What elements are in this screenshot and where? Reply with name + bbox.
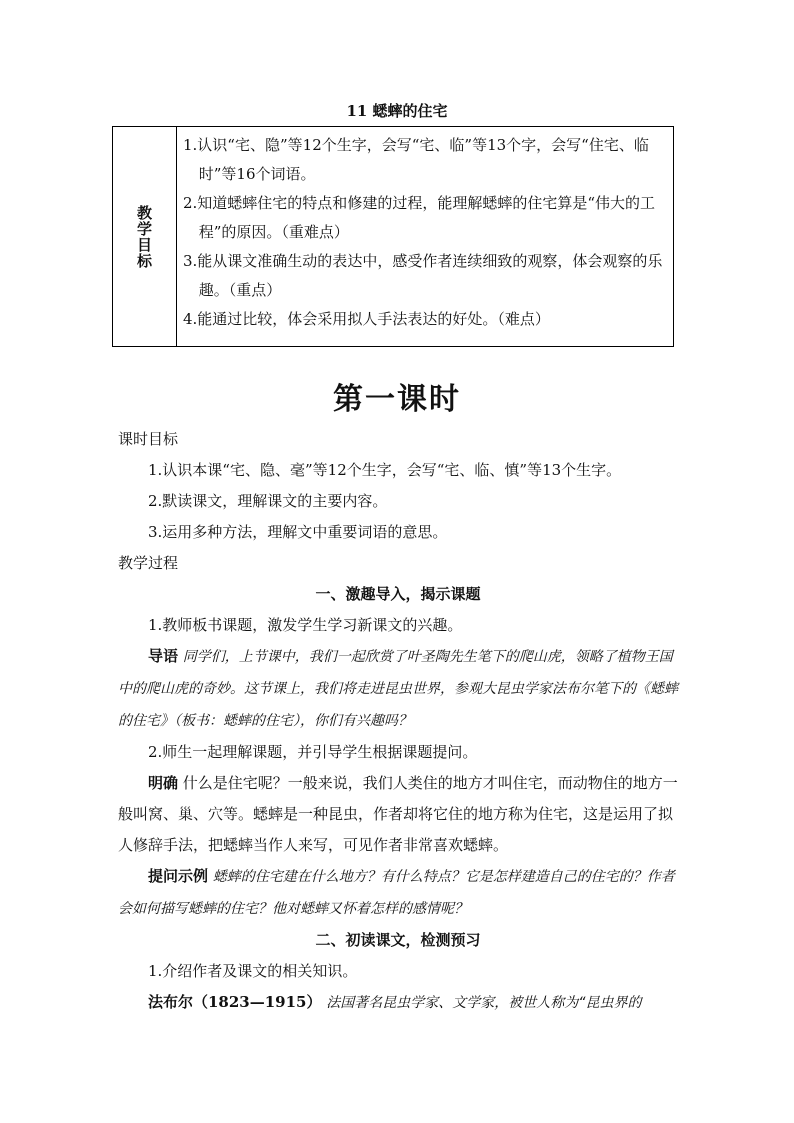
goals-header-cell bbox=[113, 127, 177, 346]
goals-content-cell bbox=[177, 127, 673, 346]
lesson-goal-label: 课时目标 bbox=[118, 430, 179, 448]
intro-paragraph bbox=[118, 641, 678, 737]
section-heading: 一、激趣导入，揭示课题 bbox=[315, 585, 481, 603]
step-text: 1.教师板书课题，激发学生学习新课文的兴趣。 bbox=[148, 616, 463, 634]
intro-label: 导语 bbox=[148, 647, 179, 665]
intro-text: 同学们，上节课中，我们一起欣赏了叶圣陶先生笔下的爬山虎，领略了植物王国中的爬山虎的奇妙。这节课上，我们将走进昆虫世界，参观大昆虫学家法布尔笔下的《蟋蟀的住宅》（板书：蟋蟀的住宅），你们有兴趣吗？ bbox=[118, 649, 678, 729]
goal-item: 3.能从课文准确生动的表达中，感受作者连续细致的观察，体会观察的乐趣。（重点） bbox=[183, 252, 663, 299]
clarify-paragraph bbox=[118, 768, 678, 861]
process-label: 教学过程 bbox=[118, 554, 179, 572]
clarify-label: 明确 bbox=[148, 774, 179, 792]
goal-item: 2.知道蟋蟀住宅的特点和修建的过程，能理解蟋蟀的住宅算是“伟大的工程”的原因。（重难点） bbox=[183, 194, 655, 241]
step-text: 1.介绍作者及课文的相关知识。 bbox=[148, 962, 358, 980]
goals-header: 教学目标 bbox=[135, 204, 153, 269]
teaching-goals-table bbox=[112, 126, 674, 347]
lesson-title: 第一课时 bbox=[333, 382, 461, 417]
example-text: 蟋蟀的住宅建在什么地方？有什么特点？它是怎样建造自己的住宅的？作者会如何描写蟋蟀的住宅？他对蟋蟀又怀着怎样的感情呢？ bbox=[118, 869, 675, 917]
goal-item: 1.认识“宅、隐”等12个生字，会写“宅、临”等13个字，会写“住宅、临时”等16个词语。 bbox=[183, 136, 649, 183]
document-title: 11 蟋蟀的住宅 bbox=[346, 102, 448, 120]
lesson-goal-item: 3.运用多种方法，理解文中重要词语的意思。 bbox=[148, 523, 448, 541]
lesson-goal-item: 1.认识本课“宅、隐、毫”等12个生字，会写“宅、临、慎”等13个生字。 bbox=[148, 461, 622, 479]
example-label: 提问示例 bbox=[148, 867, 209, 885]
author-paragraph bbox=[118, 987, 678, 1019]
example-paragraph bbox=[118, 861, 678, 925]
goal-item: 4.能通过比较，体会采用拟人手法表达的好处。（难点） bbox=[183, 310, 550, 328]
step-text: 2.师生一起理解课题，并引导学生根据课题提问。 bbox=[148, 743, 478, 761]
lesson-goal-item: 2.默读课文，理解课文的主要内容。 bbox=[148, 492, 388, 510]
author-text: 法国著名昆虫学家、文学家，被世人称为“昆虫界的 bbox=[326, 995, 642, 1011]
lesson-body bbox=[118, 424, 678, 1019]
author-label: 法布尔（1823—1915） bbox=[148, 993, 322, 1011]
section-heading: 二、初读课文，检测预习 bbox=[315, 931, 481, 949]
clarify-text: 什么是住宅呢？一般来说，我们人类住的地方才叫住宅，而动物住的地方一般叫窝、巢、穴等。蟋蟀是一种昆虫，作者却将它住的地方称为住宅，这是运用了拟人修辞手法，把蟋蟀当作人来写，可见作者非常喜欢蟋蟀。 bbox=[118, 774, 678, 854]
